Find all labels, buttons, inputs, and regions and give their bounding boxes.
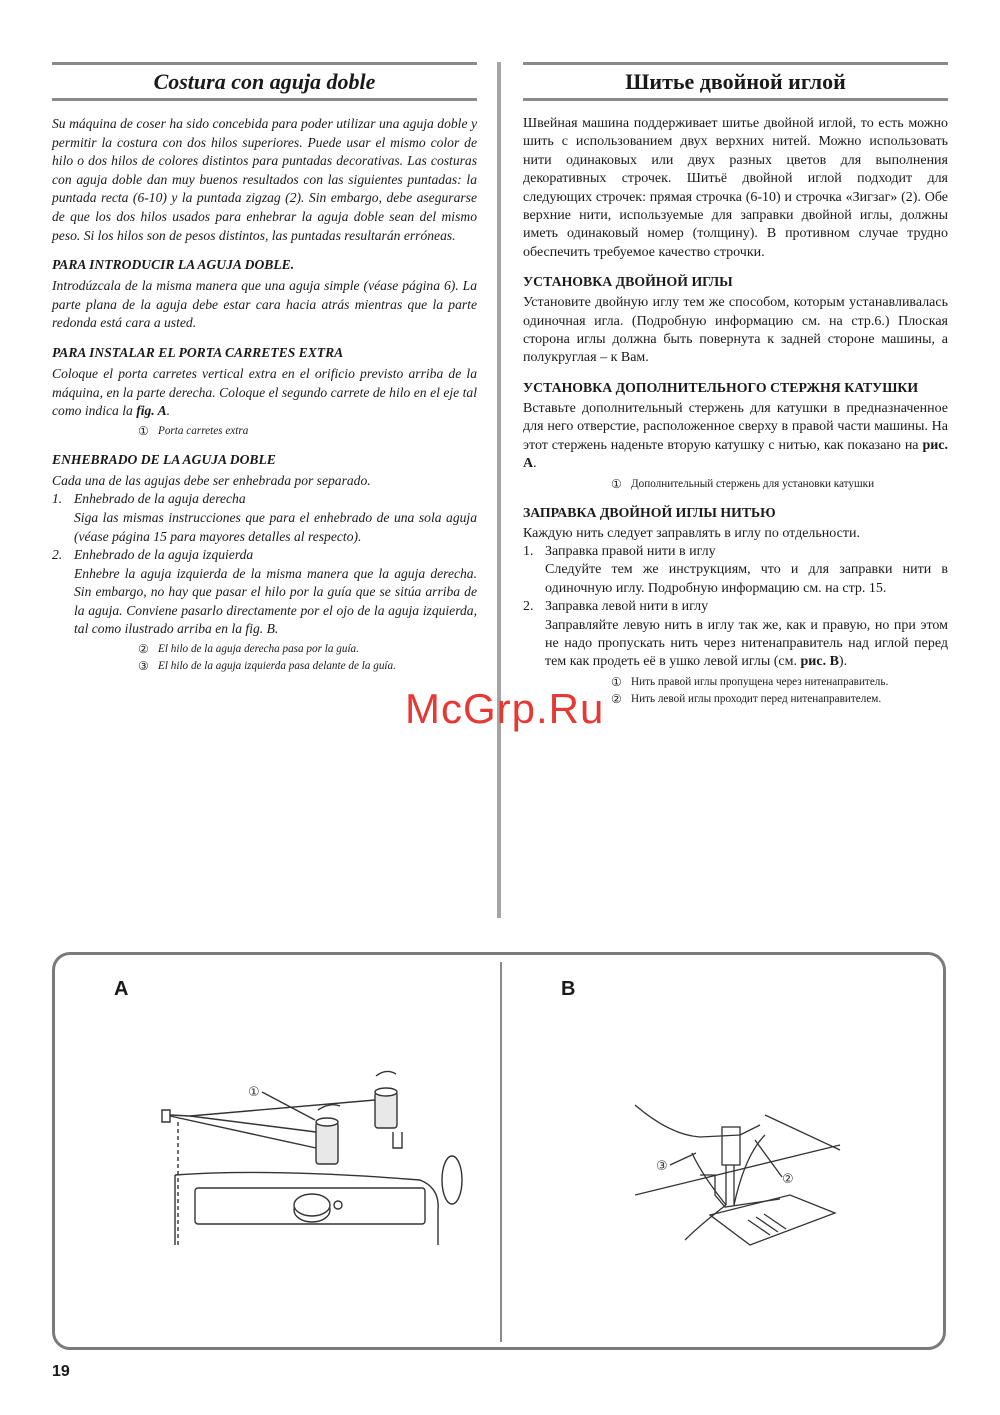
spanish-note-spool: ① Porta carretes extra: [138, 423, 249, 438]
spanish-list-item-2-text: Enhebre la aguja izquierda de la misma manera que la aguja derecha. Sin embargo, no hay que pasar el hilo por la guía que se sitúa arriba de la aguja. Conviene pasarlo directamente por el ojo de la aguja izquierda, tal como ilustrado arriba en la fig. B.: [74, 565, 477, 637]
russian-column: [523, 62, 948, 708]
figure-b-callout-3: ③: [656, 1159, 668, 1174]
spanish-heading-spool-pin: PARA INSTALAR EL PORTA CARRETES EXTRA: [52, 344, 344, 360]
figure-a-label: A: [114, 978, 129, 1000]
column-divider: [497, 62, 501, 918]
figure-b-label: B: [561, 978, 576, 1000]
russian-spool-pin-text: Вставьте дополнительный стержень для катушки в предназначенное для него отверстие, расположенное сверху в правой части машины. На этот стержень наденьте вторую катушку с нитью, как показано на рис. A.: [523, 400, 949, 472]
russian-note-spool: ① Дополнительный стержень для установки катушки: [611, 476, 875, 491]
russian-list-item-1-text: Следуйте тем же инструкциям, что и для заправки нити в одиночную иглу. Подробную информацию см. на стр. 15.: [545, 562, 948, 596]
russian-note-right-thread: ① Нить правой иглы пропущена через нитенаправитель.: [611, 674, 889, 689]
figure-b-illustration: [630, 1095, 850, 1260]
figure-a-callout-1: ①: [248, 1085, 260, 1100]
spanish-insert-needle-text: Introdúzcala de la misma manera que una aguja simple (véase página 6). La parte plana de la aguja debe estar cara hacia atrás mientras que la parte redonda está cara a usted.: [52, 278, 477, 331]
watermark: McGrp.Ru: [405, 685, 605, 732]
ris-a-reference: рис. A: [523, 437, 949, 472]
spanish-heading-insert-needle: PARA INTRODUCIR LA AGUJA DOBLE.: [52, 257, 295, 273]
russian-threading-text: Каждую нить следует заправлять в иглу по отдельности.: [523, 525, 860, 541]
russian-heading-insert-needle: УСТАНОВКА ДВОЙНОЙ ИГЛЫ: [523, 274, 733, 290]
figure-b-callout-2: ②: [782, 1172, 794, 1187]
figure-a-illustration: [150, 1060, 470, 1250]
russian-intro: Швейная машина поддерживает шитье двойной иглой, то есть можно шить с использованием двух верхних нитей. Можно использовать нити одинаковых или двух разных цветов для выполнения декоративных строчек. Шитьё двойной иглой подходит для следующих строчек: прямая строчка (6-10) и строчка «Зигзаг» (2). Обе верхние нити, используемые для заправки двойной иглы, должны иметь одинаковый номер (толщину). В противном случае трудно обеспечить требуемое качество строчки.: [523, 116, 948, 260]
russian-insert-needle-text: Установите двойную иглу тем же способом, которым устанавливалась одиночная игла. (Подробную информацию см. на стр.6.) Плоская сторона иглы должна быть повернута к задней стороне машины, а полукруглая – к Вам.: [523, 295, 948, 366]
russian-heading-spool-pin: УСТАНОВКА ДОПОЛНИТЕЛЬНОГО СТЕРЖНЯ КАТУШКИ: [523, 379, 919, 395]
spanish-threading-text: Cada una de las agujas debe ser enhebrada por separado.: [52, 472, 371, 488]
spanish-spool-pin-text: Coloque el porta carretes vertical extra en el orificio previsto arriba de la máquina, en la parte derecha. Coloque el segundo carrete de hilo en el eje tal como indica la fig. A.: [52, 365, 477, 419]
russian-note-left-thread: ② Нить левой иглы проходит перед нитенаправителем.: [611, 691, 882, 706]
spanish-list-item-1-text: Siga las mismas instrucciones que para el enhebrado de una sola aguja (véase página 15 para mayores detalles al respecto).: [74, 509, 477, 544]
spanish-list-item-2: 2. Enhebrado de la aguja izquierda: [52, 547, 254, 563]
figure-divider: [500, 962, 502, 1342]
ris-b-reference: рис. B: [800, 654, 839, 670]
spanish-note-right-thread: ② El hilo de la aguja derecha pasa por la guía.: [138, 642, 359, 657]
spanish-intro: Su máquina de coser ha sido concebida para poder utilizar una aguja doble y permitir la costura con dos hilos superiores. Puede usar el mismo color de hilo o dos hilos de colores distintos para puntadas decorativas. Las costuras con aguja doble dan muy buenos resultados con las siguientes puntadas: la puntada recta (6-10) y la puntada zigzag (2). Sin embargo, debe asegurarse de que los dos hilos usados para enhebrar la aguja doble sean del mismo peso. Si los hilos son de pesos distintos, las puntadas resultarán erróneas.: [52, 116, 477, 243]
russian-heading-threading: ЗАПРАВКА ДВОЙНОЙ ИГЛЫ НИТЬЮ: [523, 504, 776, 520]
spanish-title: Costura con aguja doble: [52, 62, 477, 101]
russian-list-item-2-text: Заправляйте левую нить в иглу так же, как и правую, но при этом не надо пропускать нить через нитенаправитель над иглой перед тем как продеть её в ушко левой иглы (см. рис. B).: [545, 617, 948, 670]
spanish-column: [52, 62, 477, 675]
page-number: 19: [52, 1363, 70, 1380]
russian-list-item-1: 1. Заправка правой нити в иглу: [523, 543, 716, 559]
fig-a-reference: fig. A: [136, 403, 167, 419]
russian-title: Шитье двойной иглой: [523, 62, 948, 101]
spanish-note-left-thread: ③ El hilo de la aguja izquierda pasa delante de la guía.: [138, 659, 396, 674]
spanish-heading-threading: ENHEBRADO DE LA AGUJA DOBLE: [52, 451, 276, 467]
spanish-list-item-1: 1. Enhebrado de la aguja derecha: [52, 491, 246, 507]
russian-list-item-2: 2. Заправка левой нити в иглу: [523, 599, 709, 615]
